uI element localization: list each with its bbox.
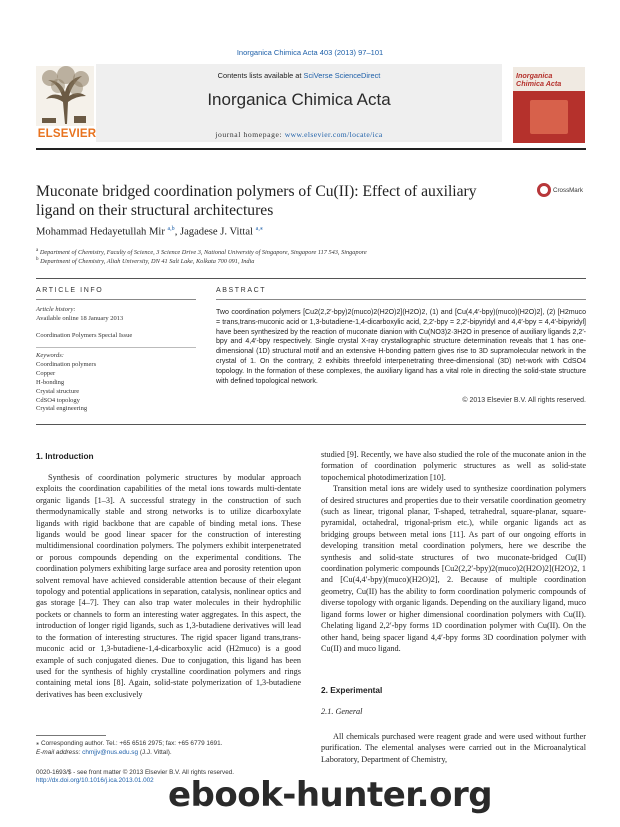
abstract-text: Two coordination polymers [Cu2(2,2′-bpy)2(muco)2(H2O)2](H2O)2, (1) and [Cu(4,4′-bpy)(muco)(H2O)2], (2) [H2muco = trans,trans-muconic acid or 1,3-butadiene-1,4-dicarboxylic acid, 2,2′-bpy = 2,2′-bipyridyl and 4,4′-bpy = 4,4′-bipyridyl] have been synthesized by the reaction of muconate dianion with Cu(NO3)2·3H2O in presence of auxiliary ligands 2,2′-bpy and 4,4′-bpy respectively. Single crystal X-ray crystallographic structure determination reveals that 1 has one-dimensional (1D) structural motif and an extensive H-bonding pattern gives rise to 3D supramolecular network in the crystal of 1. On the contrary, 2 exhibits threefold interpenetrating three-dimensional (3D) net-work with CdSO4 topology. In the formation of these complexes, the auxiliary ligand has a vital role in directing the solid-state structure with defined topological network. — [216, 309, 586, 385]
corresponding-text: ⁎ Corresponding author. Tel.: +65 6516 2975; fax: +65 6779 1691. — [36, 740, 223, 747]
keywords-rule — [36, 347, 196, 348]
contents-line — [96, 71, 502, 80]
header-rule — [36, 148, 586, 150]
footnote-rule — [36, 735, 106, 736]
article-info-heading: ARTICLE INFO — [36, 287, 104, 294]
abstract-copyright: © 2013 Elsevier B.V. All rights reserved. — [462, 397, 586, 404]
author-affiliation-mark[interactable]: a,⁎ — [255, 226, 263, 232]
keyword: Crystal engineering — [36, 405, 88, 413]
doi-link[interactable]: http://dx.doi.org/10.1016/j.ica.2013.01.002 — [36, 777, 154, 785]
sciencedirect-link[interactable]: SciVerse ScienceDirect — [303, 71, 381, 80]
experimental-text — [321, 731, 586, 765]
homepage-link[interactable]: www.elsevier.com/locate/ica — [284, 130, 383, 139]
crossmark-label[interactable]: CrossMark — [553, 187, 583, 194]
info-top-rule — [36, 278, 586, 279]
elsevier-wordmark: ELSEVIER — [37, 128, 97, 140]
paragraph: Synthesis of coordination polymeric structures by modular approach exploits the coordination capabilities of the metal ions towards multi-dentate organic ligands [1–3]. A successful strategy in the construction of such thermodynamically stable and strong networks is to utilize dicarboxylate ligands with rigid backbone that are capable of binding metal ions. These ligands would be good linear spacer for the construction of interesting multidimensional coordination polymers. The polymers exhibit interpenetrated or porous compounds depending on the experimental conditions. The coordination polymers exhibiting large surface area and porosity retention upon solvent removal have achieved considerable attention because of their elegant topology and potential applications in separation, catalysis, nonlinear optics and gas storage [4–7]. They can also trap water molecules in their hydrophilic pockets or channels to form an interesting water aggregates. In this aspect, the introduction of longer rigid ligands, such as 1,3-butadiene derivatives will lead to the formation of interesting structures. The rigid spacer ligand trans,trans-muconic acid or 1,3-butadiene-1,4-dicarboxylic acid (H2muco) is a good example of such conjugated dienes. Due to conjugation, this ligand has been used for the synthesis of highly crystalline coordination polymers and rings containing metal ions [8]. Again, solid-state polymerization of 1,3-butadiene derivatives has been exclusively — [36, 473, 301, 699]
paragraph: studied [9]. Recently, we have also studied the role of the muconate anion in the formation of coordination polymeric structures as well as solid-state topochemical photodimerization [10]. — [321, 450, 586, 482]
affiliation-text: Department of Chemistry, Aliah University, DN 41 Salt Lake, Kolkata 700 091, India — [40, 258, 255, 266]
keywords-block — [36, 352, 186, 414]
crossmark-icon-center — [540, 186, 548, 194]
author-affiliation-mark[interactable]: a,b — [167, 226, 175, 232]
journal-title: Inorganica Chimica Acta — [207, 90, 391, 109]
keyword: H-bonding — [36, 378, 65, 386]
abstract-bottom-rule — [36, 424, 586, 425]
issn-line: 0020-1693/$ - see front matter © 2013 Elsevier B.V. All rights reserved. — [36, 769, 234, 776]
article-title: Muconate bridged coordination polymers of Cu(II): Effect of auxiliary ligand on their structural architectures — [36, 183, 477, 219]
email-line — [36, 749, 301, 758]
keyword: Copper — [36, 369, 56, 377]
paragraph: All chemicals purchased were reagent grade and were used without further purification. The elemental analyses were carried out in the Microanalytical Laboratory, Department of Chemistry, — [321, 732, 586, 764]
introduction-heading: 1. Introduction — [36, 451, 94, 461]
contents-prefix: Contents lists available at — [217, 71, 304, 80]
affiliation-mark: a — [36, 248, 39, 253]
affiliation-text: Department of Chemistry, Faculty of Science, 3 Science Drive 3, National University of Singapore, Singapore 117 543, Singapore — [39, 249, 367, 257]
author-separator: , — [174, 226, 180, 238]
affiliation — [36, 248, 367, 256]
paragraph: Transition metal ions are widely used to synthesize coordination polymers of desired structures and properties due to their versatile coordination geometry (such as linear, trigonal planar, T-shaped, tetrahedral, square-planar, square-pyramidal, octahedral, trigonal-prism etc.), while organic ligands act as bridging groups between metal ions [11]. As part of our ongoing efforts in developing transition metal coordination polymers, here we describe the synthesis and solid-state structures of two muconate-bridged Cu(II) coordination polymeric compounds [Cu2(2,2′-bpy)2(muco)2(H2O)2](H2O)2, 1 and [Cu(4,4′-bpy)(muco)(H2O)2], 2. Because of multiple coordination geometry, Cu(II) has the ability to form coordination polymeric compounds of diverse topology with organic ligands. Depending on the auxiliary ligand, muco ligand forms lower or higher dimensional coordination polymers with Cu(II). Chelating ligand 2,2′-bpy forms 1D coordination polymer with Cu(II). On the other hand, being spacer ligand 4,4′-bpy forms 3D coordination polymer with Cu(II) and muco ligand. — [321, 484, 586, 653]
keyword: Crystal structure — [36, 387, 80, 395]
email-suffix: (J.J. Vittal). — [138, 748, 172, 756]
author-name: Jagadese J. Vittal — [179, 226, 253, 238]
journal-reference[interactable]: Inorganica Chimica Acta 403 (2013) 97–101 — [236, 48, 384, 57]
keyword: CdSO4 topology — [36, 396, 80, 404]
email-link[interactable]: chmjjv@nus.edu.sg — [82, 748, 139, 756]
article-info-rule — [36, 299, 196, 300]
introduction-left-column — [36, 472, 301, 700]
affiliation-mark: b — [36, 257, 39, 262]
corresponding-author-note — [36, 740, 301, 757]
experimental-heading: 2. Experimental — [321, 685, 383, 695]
keyword: Coordination polymers — [36, 360, 97, 368]
abstract-rule — [216, 299, 586, 300]
elsevier-tree-logo — [36, 66, 94, 126]
journal-homepage — [96, 130, 502, 139]
email-label: E-mail address: — [36, 748, 83, 756]
article-history — [36, 306, 186, 324]
homepage-prefix: journal homepage: — [215, 130, 285, 139]
author-list — [36, 225, 263, 238]
introduction-right-column — [321, 449, 586, 654]
affiliation — [36, 257, 254, 265]
journal-cover-title: Inorganica Chimica Acta — [516, 71, 562, 88]
watermark: ebook-hunter.org — [168, 775, 493, 815]
history-value: Available online 18 January 2013 — [36, 314, 124, 322]
special-issue: Coordination Polymers Special Issue — [36, 332, 133, 339]
journal-cover-image — [530, 100, 568, 134]
author-name: Mohammad Hedayetullah Mir — [36, 226, 165, 238]
keywords-label: Keywords: — [36, 352, 64, 359]
general-subheading: 2.1. General — [321, 707, 363, 716]
abstract-heading: ABSTRACT — [216, 287, 267, 294]
history-label: Article history: — [36, 306, 76, 313]
